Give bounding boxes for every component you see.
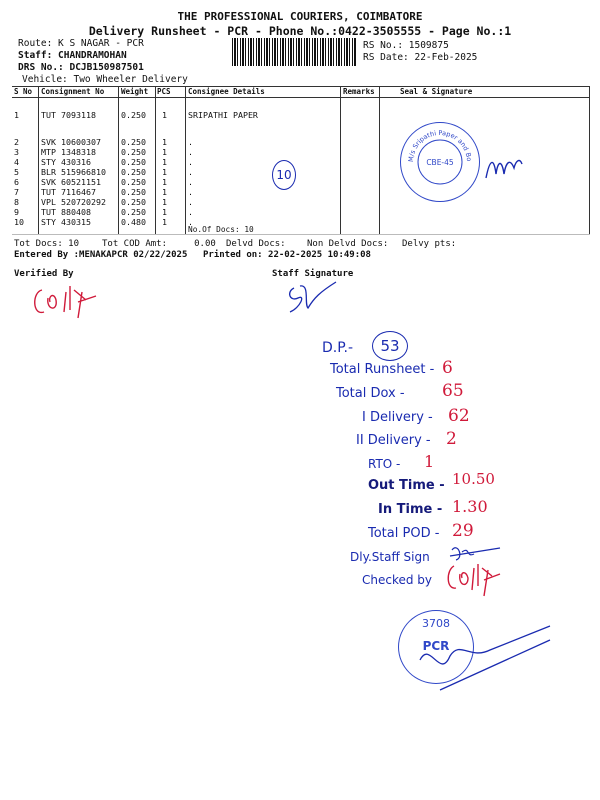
receiver-signature	[484, 148, 524, 184]
table-row: 1 TUT 7093118 0.250 1 SRIPATHI PAPER	[14, 110, 258, 120]
staff-signature-label: Staff Signature	[272, 269, 354, 279]
col-pcs: PCS	[157, 87, 171, 96]
verified-by: Verified By	[14, 269, 74, 279]
checked-by-signature	[444, 560, 504, 600]
seal-code: CBE-45	[426, 158, 454, 167]
svg-text:M/s Sripathi Paper and Boards: M/s Sripathi Paper and Bo	[406, 128, 474, 163]
route: Route: K S NAGAR - PCR	[18, 38, 144, 49]
rto-label: RTO -	[368, 457, 401, 471]
out-time-label: Out Time -	[368, 478, 445, 493]
out-time-value: 10.50	[452, 470, 495, 488]
runsheet-title: Delivery Runsheet - PCR - Phone No.:0422-3505555 - Page No.:1	[88, 24, 512, 38]
first-delivery-label: I Delivery -	[362, 410, 433, 425]
first-delivery-value: 62	[448, 406, 470, 426]
circled-mark: 10	[272, 160, 296, 190]
col-consignment: Consignment No	[41, 87, 105, 96]
company-name: THE PROFESSIONAL COURIERS, COIMBATORE	[177, 10, 423, 23]
total-dox-value: 65	[442, 381, 464, 401]
delvy-pts: Delvy pts:	[402, 239, 457, 249]
dly-staff-sign-label: Dly.Staff Sign	[350, 550, 430, 564]
stamp-number: 3708	[422, 617, 450, 630]
barcode	[232, 38, 357, 66]
col-remarks: Remarks	[343, 87, 375, 96]
rs-no: RS No.: 1509875	[363, 40, 449, 51]
in-time-label: In Time -	[378, 502, 443, 517]
col-weight: Weight	[121, 87, 149, 96]
non-delvd-docs: Non Delvd Docs:	[307, 239, 389, 249]
stamp-code: PCR	[422, 639, 450, 653]
total-pod-label: Total POD -	[368, 526, 440, 541]
no-of-docs: No.Of Docs: 10	[188, 225, 254, 234]
checked-by-label: Checked by	[362, 573, 433, 587]
col-seal: Seal & Signature	[400, 87, 473, 96]
dp-value: 53	[372, 331, 408, 361]
dp-label: D.P.-	[322, 340, 353, 356]
delvd-docs: Delvd Docs:	[226, 239, 286, 249]
drs-no: DRS No.: DCJB150987501	[18, 62, 144, 73]
col-sno: S No	[14, 87, 33, 96]
tot-docs: Tot Docs: 10	[14, 239, 80, 249]
col-consignee: Consignee Details	[188, 87, 265, 96]
total-runsheet-label: Total Runsheet -	[330, 362, 435, 377]
second-delivery-value: 2	[446, 429, 457, 449]
total-runsheet-value: 6	[442, 358, 453, 378]
second-delivery-label: II Delivery -	[356, 433, 431, 448]
total-pod-value: 29	[452, 521, 474, 541]
company-seal	[400, 122, 480, 202]
printed-on: Printed on: 22-02-2025 10:49:08	[203, 250, 371, 260]
verified-signature	[30, 282, 110, 322]
tot-cod: Tot COD Amt: 0.00	[102, 239, 216, 249]
vehicle: Vehicle: Two Wheeler Delivery	[22, 74, 188, 85]
stamp-signature	[400, 620, 560, 710]
rs-date: RS Date: 22-Feb-2025	[363, 52, 478, 63]
entered-by: Entered By :MENAKAPCR 02/22/2025	[14, 250, 188, 260]
staff: Staff: CHANDRAMOHAN	[18, 50, 127, 61]
in-time-value: 1.30	[452, 497, 488, 516]
staff-signature	[280, 278, 340, 318]
rto-value: 1	[424, 452, 435, 471]
total-dox-label: Total Dox -	[336, 386, 405, 401]
